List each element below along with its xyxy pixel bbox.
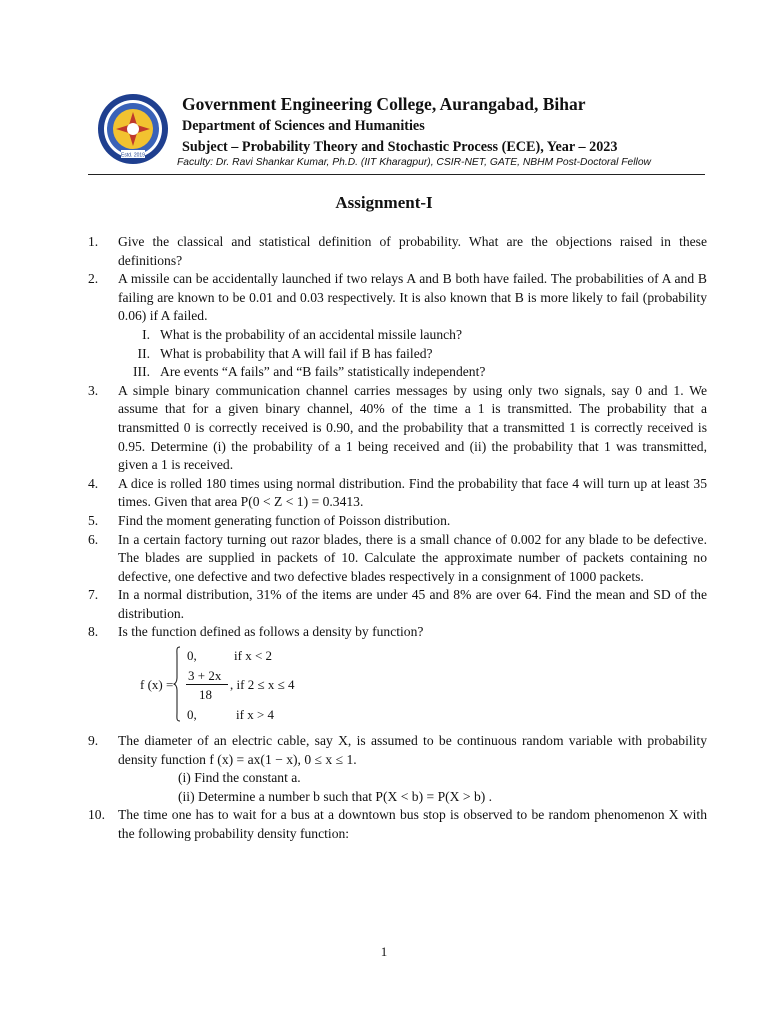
assignment-title: Assignment-I: [335, 193, 433, 212]
case-1-condition: if x < 2: [234, 648, 273, 664]
piecewise-equation: [88, 646, 707, 726]
question-3: 3. A simple binary communication channel carries messages by using only two signals, say 0 and 1. We assume that for a given binary channel, 40% of the time a 1 is transmitted. The probability that a transmitted 0 is correctly received is 0.90, and the probability that a transmitted 1 is correctly received is 0.95. Determine (i) the probability of a 1 being received and (ii) the probability that 1 was transmitted, given a 1 is received.: [88, 382, 707, 473]
department-name: Department of Sciences and Humanities: [182, 118, 425, 134]
question-4: 4. A dice is rolled 180 times using normal distribution. Find the probability that face 4 will turn up at least 35 times. Given that area P(0 < Z < 1) = 0.3413.: [88, 475, 707, 510]
question-5: 5. Find the moment generating function of Poisson distribution.: [88, 512, 451, 528]
left-brace-icon: [173, 646, 181, 722]
svg-text:Estd. 2019: Estd. 2019: [121, 152, 145, 159]
fraction-bar: [186, 684, 228, 685]
question-list: [88, 233, 707, 844]
page-number: 1: [380, 944, 388, 959]
question-1: 1. Give the classical and statistical definition of probability. What are the objections raised in these definitions?: [88, 234, 707, 268]
college-logo: [96, 92, 170, 166]
college-name: Government Engineering College, Aurangabad, Bihar: [182, 94, 586, 114]
subject-line: Subject – Probability Theory and Stochastic Process (ECE), Year – 2023: [182, 139, 618, 155]
question-2-sub-1: I. What is the probability of an accidental missile launch?: [142, 326, 462, 342]
case-3-value: 0,: [187, 707, 197, 723]
case-2-denominator: 18: [199, 687, 212, 703]
case-2-numerator: 3 + 2x: [188, 668, 222, 684]
question-2-sub-3: III. Are events “A fails” and “B fails” statistically independent?: [133, 364, 486, 380]
equation-lhs: f (x) =: [140, 677, 174, 693]
header-divider: [88, 174, 705, 175]
case-1-value: 0,: [187, 648, 197, 664]
case-3-condition: if x > 4: [236, 707, 275, 723]
question-9-part-ii: (ii) Determine a number b such that P(X < b) = P(X > b) .: [178, 788, 493, 804]
faculty-line: Faculty: Dr. Ravi Shankar Kumar, Ph.D. (IIT Kharagpur), CSIR-NET, GATE, NBHM Post-Doctoral Fellow: [177, 157, 651, 168]
question-2: 2. A missile can be accidentally launched if two relays A and B both have failed. The probabilities of A and B failing are known to be 0.01 and 0.03 respectively. It is also known that B is more likely to fail (probability 0.06) if A failed.: [88, 271, 707, 324]
question-7: 7. In a normal distribution, 31% of the items are under 45 and 8% are over 64. Find the mean and SD of the distribution.: [88, 587, 707, 621]
question-2-sub-2: II. What is probability that A will fail if B has failed?: [137, 345, 433, 361]
question-9: 9. The diameter of an electric cable, say X, is assumed to be continuous random variable with probability density function f (x) = ax(1 − x), 0 ≤ x ≤ 1.: [88, 733, 707, 767]
question-10: 10. The time one has to wait for a bus at a downtown bus stop is observed to be random phenomenon X with the following probability density function:: [88, 807, 707, 842]
question-6: 6. In a certain factory turning out razor blades, there is a small chance of 0.002 for any blade to be defective. The blades are supplied in packets of 10. Calculate the approximate number of packets containing no defective, one defective and two defective blades respectively in a consignment of 1000 packets.: [88, 531, 707, 584]
question-8: 8. Is the function defined as follows a density by function?: [88, 624, 424, 640]
case-2-condition: , if 2 ≤ x ≤ 4: [230, 677, 295, 693]
question-9-part-i: (i) Find the constant a.: [178, 770, 301, 786]
